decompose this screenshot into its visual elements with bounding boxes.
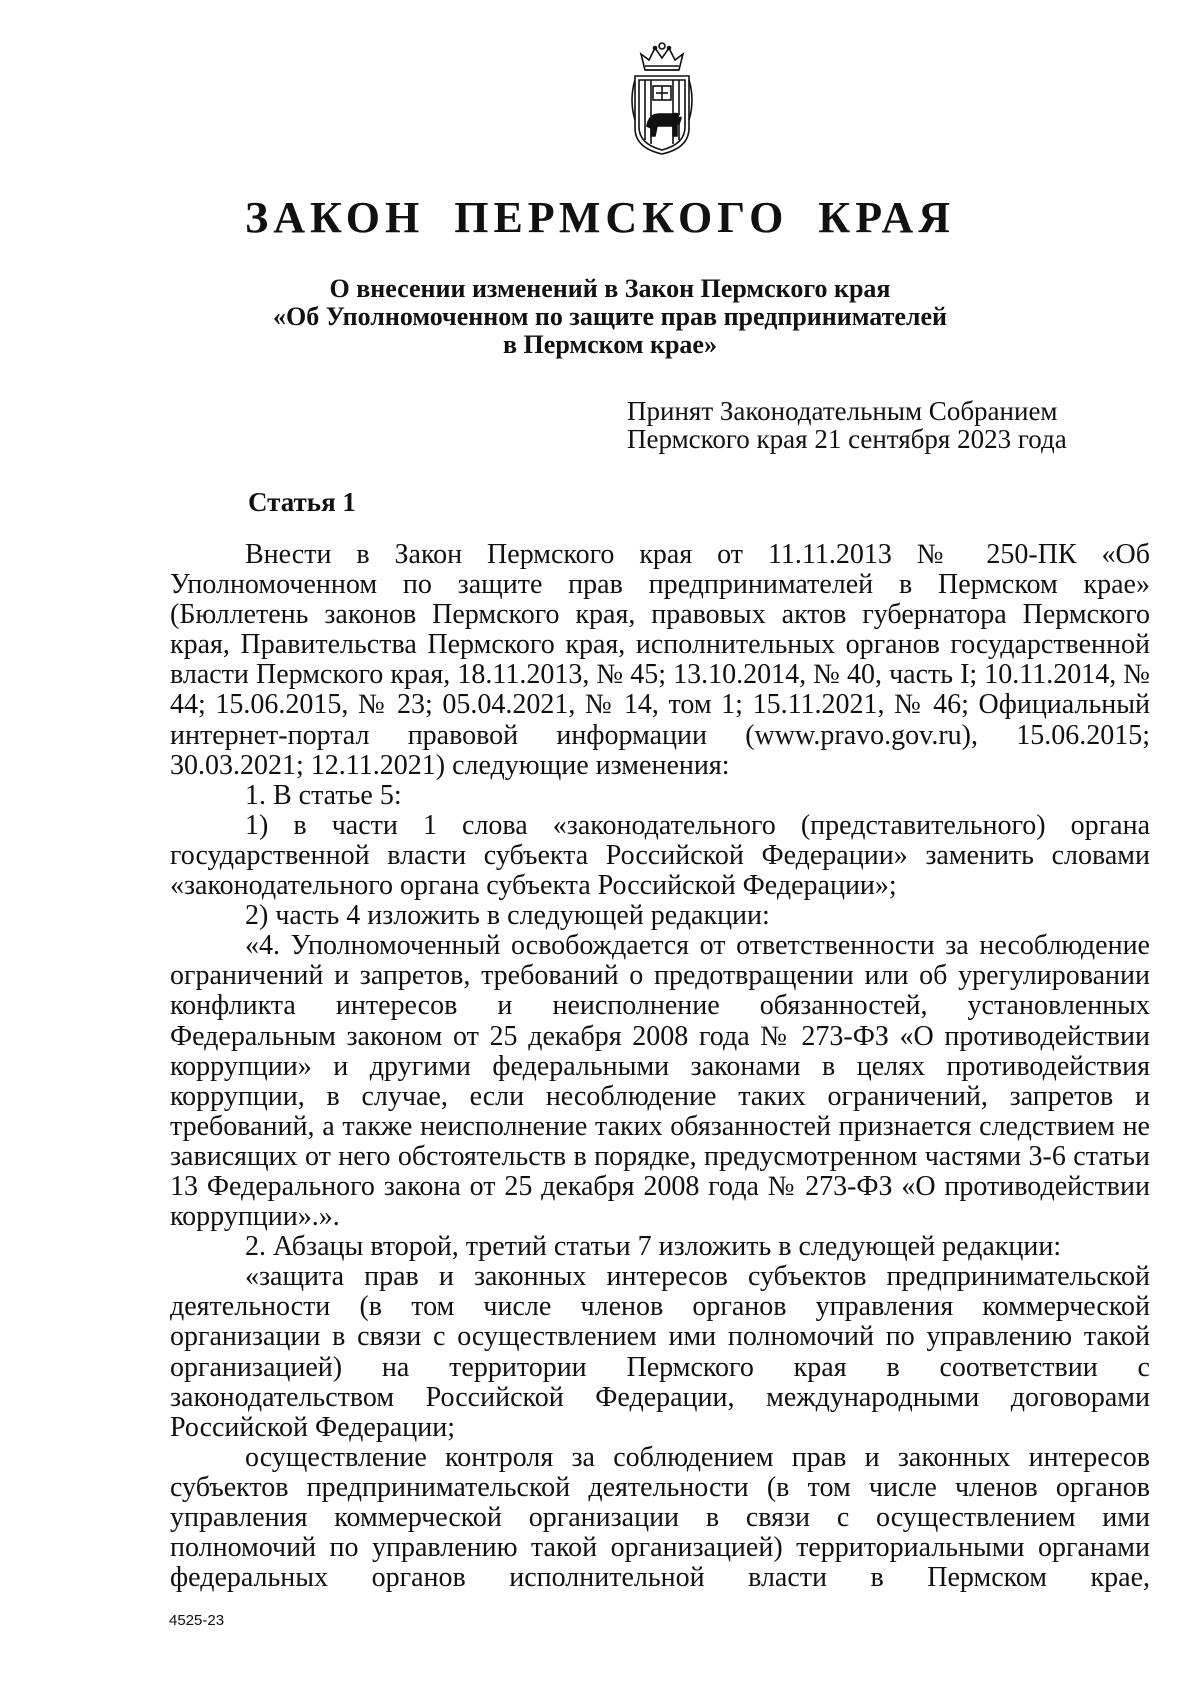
article-body <box>170 540 1150 1593</box>
subtitle-line: О внесении изменений в Закон Пермского края <box>329 274 891 303</box>
article-paragraph: 2. Абзацы второй, третий статьи 7 изложить в следующей редакции: <box>245 1231 1062 1263</box>
document-subtitle <box>200 275 1020 359</box>
adoption-line: Принят Законодательным Собранием <box>627 396 1058 426</box>
article-paragraph: осуществление контроля за соблюдением прав и законных интересов субъектов предпринимательской деятельности (в том числе членов органов управления коммерческой организации в связи с осуществлением ими полномочий по управлению такой организацией) территориальными органами федеральных органов исполнительной власти в Пермском крае, <box>170 1441 1150 1594</box>
subtitle-line: «Об Уполномоченном по защите прав предпринимателей <box>272 302 948 331</box>
subtitle-line: в Пермском крае» <box>503 330 717 359</box>
article-paragraph: «4. Уполномоченный освобождается от ответственности за несоблюдение ограничений и запретов, требований о предотвращении или об урегулировании конфликта интересов и неисполнение обязанностей, установленных Федеральным законом от 25 декабря 2008 года № 273-ФЗ «О противодействии коррупции» и другими федеральными законами в целях противодействия коррупции, в случае, если несоблюдение таких ограничений, запретов и требований, а также неисполнение таких обязанностей признается следствием не зависящих от него обстоятельств в порядке, предусмотренном частями 3-6 статьи 13 Федерального закона от 25 декабря 2008 года № 273-ФЗ «О противодействии коррупции».». <box>170 930 1150 1233</box>
adoption-line: Пермского края 21 сентября 2023 года <box>627 424 1067 454</box>
document-title: ЗАКОН ПЕРМСКОГО КРАЯ <box>244 193 956 242</box>
article-paragraph: Внести в Закон Пермского края от 11.11.2013 № 250-ПК «Об Уполномоченном по защите прав предпринимателей в Пермском крае» (Бюллетень законов Пермского края, правовых актов губернатора Пермского края, Правительства Пермского края, исполнительных органов государственной власти Пермского края, 18.11.2013, № 45; 13.10.2014, № 40, часть I; 10.11.2014, № 44; 15.06.2015, № 23; 05.04.2021, № 14, том 1; 15.11.2021, № 46; Официальный интернет-портал правовой информации (www.pravo.gov.ru), 15.06.2015; 30.03.2021; 12.11.2021) следующие изменения: <box>170 539 1150 781</box>
article-paragraph: 1) в части 1 слова «законодательного (представительного) органа государственной власти субъекта Российской Федерации» заменить словами «законодательного органа субъекта Российской Федерации»; <box>170 809 1150 902</box>
article-paragraph: 1. В статье 5: <box>245 779 402 811</box>
document-registration-number: 4525-23 <box>169 1612 225 1629</box>
coat-of-arms-icon <box>627 40 697 156</box>
adoption-note <box>627 397 1147 453</box>
article-heading: Статья 1 <box>248 487 356 517</box>
article-paragraph: «защита прав и законных интересов субъектов предпринимательской деятельности (в том числе членов органов управления коммерческой организации в связи с осуществлением ими полномочий по управлению такой организацией) на территории Пермского края в соответствии с законодательством Российской Федерации, международными договорами Российской Федерации; <box>170 1261 1150 1443</box>
article-paragraph: 2) часть 4 изложить в следующей редакции: <box>245 900 770 932</box>
